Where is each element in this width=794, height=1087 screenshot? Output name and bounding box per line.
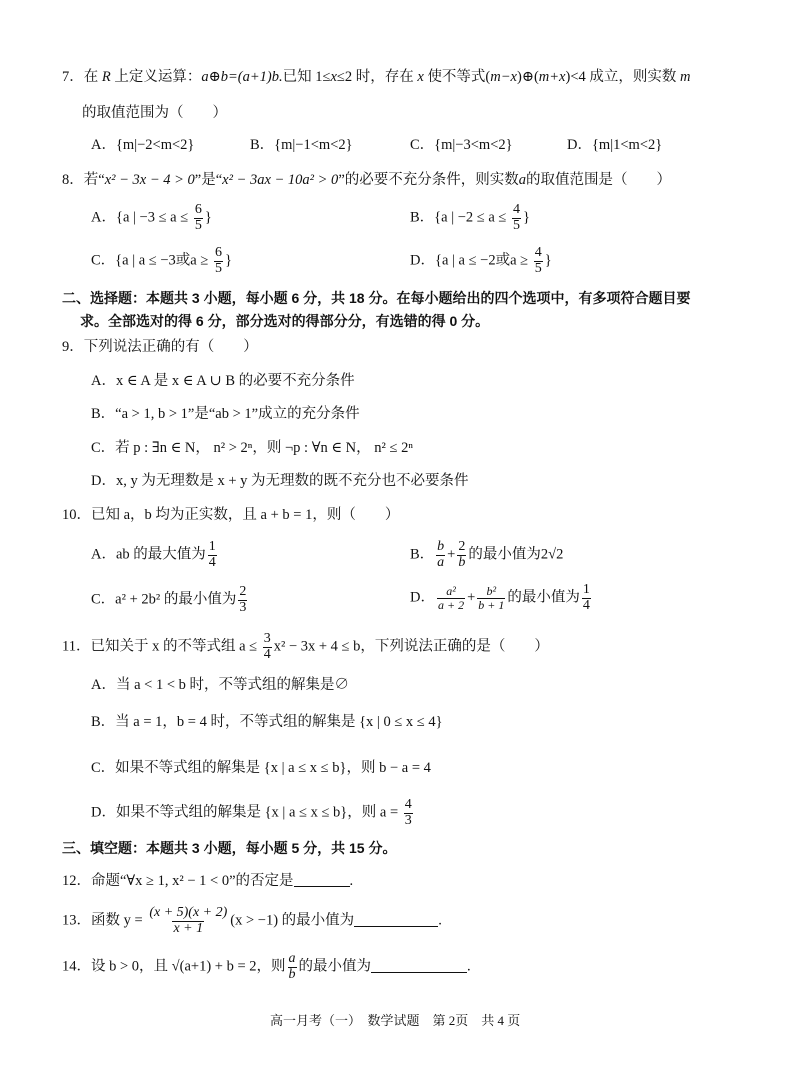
q11-option-b: B．当 a = 1，b = 4 时，不等式组的解集是 {x | 0 ≤ x ≤ 4} bbox=[91, 714, 443, 730]
q9-stem: 9．下列说法正确的有（ ） bbox=[62, 339, 258, 355]
q13-stem: 13．函数 y = $\frac{(x + 5)(x + 2)}{x + 1}$ (x > −1) 的最小值为 . bbox=[62, 905, 442, 936]
q7-stem: 7．在 R 上定义运算：a⊕b=(a+1)b.已知 1≤x≤2 时，存在 x 使不等式(m−x)⊕(m+x)<4 成立，则实数 m bbox=[62, 69, 691, 85]
q7-option-d: D．{m|1<m<2} bbox=[567, 137, 663, 153]
section3-heading: 三、填空题：本题共 3 小题，每小题 5 分，共 15 分。 bbox=[62, 840, 397, 856]
q10-option-b: B． $\frac{b}{a}$ + $\frac{2}{b}$ 的最小值为2√2 bbox=[410, 539, 564, 570]
q7-option-c: C．{m|−3<m<2} bbox=[410, 137, 513, 153]
q14-answer-blank[interactable] bbox=[371, 959, 467, 973]
q8-option-d: D．{a | a ≤ −2或a ≥ $\frac{4}{5}$ } bbox=[410, 245, 552, 276]
q13-answer-blank[interactable] bbox=[354, 913, 438, 927]
q7-stem-line2: 的取值范围为（ ） bbox=[82, 105, 227, 121]
q10-option-d: D． $\frac{\text{a²}}{a + 2}$ + $\frac{\text{b²}}{b + 1}$ 的最小值为 $\frac{1}{4}$ bbox=[410, 582, 590, 613]
q12-answer-blank[interactable] bbox=[294, 873, 350, 887]
q11-stem: 11．已知关于 x 的不等式组 a ≤ $\frac{3}{4}$ x² − 3x + 4 ≤ b，下列说法正确的是（ ） bbox=[62, 631, 549, 662]
q9-option-a: A．x ∈ A 是 x ∈ A ∪ B 的必要不充分条件 bbox=[91, 373, 355, 389]
q14-stem: 14．设 b > 0，且 √(a+1) + b = 2，则 $\frac{a}{b}$ 的最小值为 . bbox=[62, 951, 471, 982]
q11-option-a: A．当 a < 1 < b 时，不等式组的解集是∅ bbox=[91, 677, 350, 693]
q10-option-a: A．ab 的最大值为 $\frac{1}{4}$ bbox=[91, 539, 216, 570]
q11-option-d: D．如果不等式组的解集是 {x | a ≤ x ≤ b}，则 a = $\frac{4}{3}$ bbox=[91, 797, 412, 828]
page-footer: 高一月考（一） 数学试题 第 2页 共 4 页 bbox=[270, 1013, 521, 1028]
section2-heading: 二、选择题：本题共 3 小题，每小题 6 分，共 18 分。在每小题给出的四个选项中，有多项符合题目要 bbox=[62, 290, 691, 306]
q10-option-c: C．a² + 2b² 的最小值为 $\frac{2}{3}$ bbox=[91, 584, 247, 615]
q9-option-d: D．x, y 为无理数是 x + y 为无理数的既不充分也不必要条件 bbox=[91, 473, 469, 489]
q10-stem: 10．已知 a，b 均为正实数，且 a + b = 1，则（ ） bbox=[62, 507, 400, 523]
q8-option-c: C．{a | a ≤ −3或a ≥ $\frac{6}{5}$ } bbox=[91, 245, 232, 276]
q9-option-c: C．若 p : ∃n ∈ N， n² > 2ⁿ，则 ¬p : ∀n ∈ N， n² ≤ 2ⁿ bbox=[91, 440, 413, 456]
q8-option-a: A．{a | −3 ≤ a ≤ $\frac{6}{5}$ } bbox=[91, 202, 212, 233]
q7-option-a: A．{m|−2<m<2} bbox=[91, 137, 195, 153]
q9-option-b: B．“a > 1, b > 1”是“ab > 1”成立的充分条件 bbox=[91, 406, 360, 422]
q8-option-b: B．{a | −2 ≤ a ≤ $\frac{4}{5}$ } bbox=[410, 202, 530, 233]
q11-option-c: C．如果不等式组的解集是 {x | a ≤ x ≤ b}，则 b − a = 4 bbox=[91, 760, 431, 776]
q8-stem: 8．若“x² − 3x − 4 > 0”是“x² − 3ax − 10a² > 0”的必要不充分条件，则实数a的取值范围是（ ） bbox=[62, 172, 671, 188]
section2-heading-line2: 求。全部选对的得 6 分，部分选对的得部分分，有选错的得 0 分。 bbox=[80, 313, 490, 329]
q7-option-b: B．{m|−1<m<2} bbox=[250, 137, 353, 153]
q12-stem: 12．命题“∀x ≥ 1, x² − 1 < 0”的否定是 . bbox=[62, 873, 354, 889]
